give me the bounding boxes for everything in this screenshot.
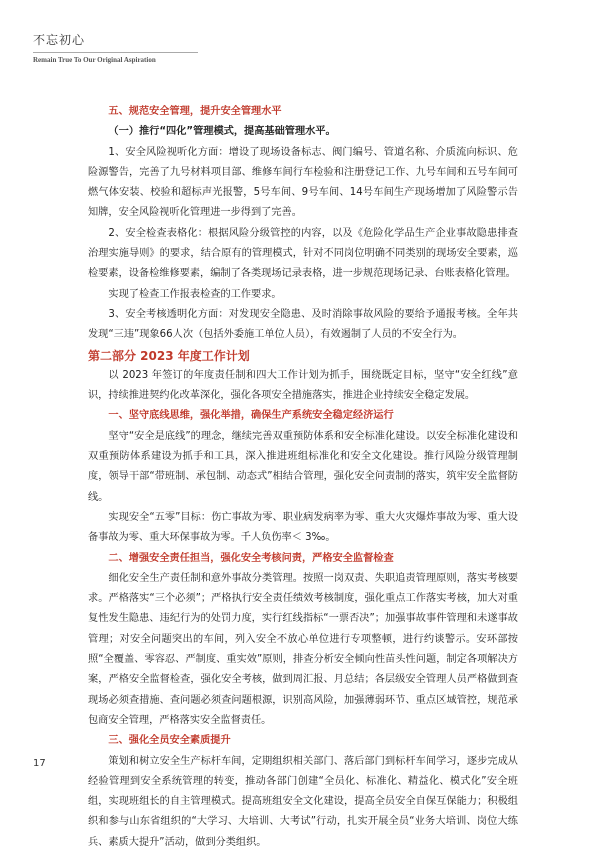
page-header xyxy=(33,32,203,64)
header-divider xyxy=(33,52,198,53)
paragraph: 实现了检查工作报表检查的工作要求。 xyxy=(108,288,282,300)
paragraph: 3、安全考核透明化方面：对发现安全隐患、及时消除事故风险的要给予通报考核。全年共发现“三违”现象66人次（包括外委施工单位人员），有效遏制了人员的不安全行为。 xyxy=(88,308,518,341)
section-heading: 五、规范安全管理，提升安全管理水平 xyxy=(108,106,282,117)
document-body xyxy=(88,102,518,853)
paragraph: 2、安全检查表格化：根据风险分级管控的内容，以及《危险化学品生产企业事故隐患排查治理实施导则》的要求，结合原有的管理模式，针对不同岗位明确不同类别的现场安全要素，巡检要素，设备检维修要素，编制了各类现场记录表格，进一步规范现场记录、台账表格化管理。 xyxy=(88,227,518,280)
section-heading: 一、坚守底线思维，强化举措，确保生产系统安全稳定经济运行 xyxy=(108,410,394,422)
page-number: 17 xyxy=(33,758,46,769)
subsection-heading: （一）推行“四化”管理模式，提高基础管理水平。 xyxy=(108,126,336,138)
section-heading: 二、增强安全责任担当，强化安全考核问责，严格安全监督检查 xyxy=(108,552,394,564)
paragraph: 坚守“安全是底线”的理念，继续完善双重预防体系和安全标准化建设。以安全标准化建设和双重预防体系建设为抓手和工具，深入推进班组标准化和安全文化建设。推行风险分级管理制度，领导干部“带班制、承包制、动态式”相结合管理，强化安全问责制的落实，筑牢安全监督防线。 xyxy=(88,430,518,503)
paragraph: 1、安全风险视听化方面：增设了现场设备标志、阀门编号、管道名称、介质流向标识、危险源警告，完善了九号材料项目部、维修车间行车检验和注册登记工作、九号车间和五号车间可燃气体安装、校验和超标声光报警，5号车间、9号车间、14号车间生产现场增加了风险警示告知牌，安全风险视听化管理进一步得到了完善。 xyxy=(88,146,518,219)
paragraph: 以 2023 年签订的年度责任制和四大工作计划为抓手，围绕既定目标，坚守“安全红线”意识，持续推进契约化改革深化，强化各项安全措施落实，推进企业持续安全稳定发展。 xyxy=(88,369,518,402)
paragraph: 策划和树立安全生产标杆车间，定期组织相关部门、落后部门到标杆车间学习，逐步完成从经验管理到安全系统管理的转变，推动各部门创建“全员化、标准化、精益化、模式化”安全班组，实现班组长的自主管理模式。提高班组安全文化建设，提高全员安全自保互保能力；积极组织和参与山东省组织的“大学习、大培训、大考试”行动，扎实开展全员“业务大培训、岗位大练兵、素质大提升”活动，做到分类组织。 xyxy=(88,755,518,848)
paragraph: 实现安全“五零”目标：伤亡事故为零、职业病发病率为零、重大火灾爆炸事故为零、重大设备事故为零、重大环保事故为零。千人负伤率＜ 3‰。 xyxy=(88,511,518,544)
brand-title-en: Remain True To Our Original Aspiration xyxy=(33,56,156,64)
brand-title-cn: 不忘初心 xyxy=(33,33,86,47)
paragraph: 细化安全生产责任制和意外事故分类管理。按照一岗双责、失职追责管理原则，落实考核要求。严格落实“三个必须”；严格执行安全责任绩效考核制度，强化重点工作落实考核，加大对重复性发生隐患、违纪行为的处罚力度，实行红线指标“一票否决”；加强事故事件管理和未遂事故管理；对安全问题突出的车间，列入安全不放心单位进行专项整顿，进行约谈警示。安环部按照“全覆盖、零容忍、严制度、重实效”原则，排查分析安全倾向性苗头性问题，制定各项解决方案，严格安全监督检查，强化安全考核，做到周汇报、月总结；各层级安全管理人员严格做到查现场必须查措施、查问题必须查问题根源，识别高风险，加强薄弱环节、重点区域管控，规范承包商安全管理，严格落实安全监督责任。 xyxy=(88,572,518,726)
part-heading: 第二部分 2023 年度工作计划 xyxy=(88,348,250,363)
section-heading: 三、强化全员安全素质提升 xyxy=(108,735,231,747)
